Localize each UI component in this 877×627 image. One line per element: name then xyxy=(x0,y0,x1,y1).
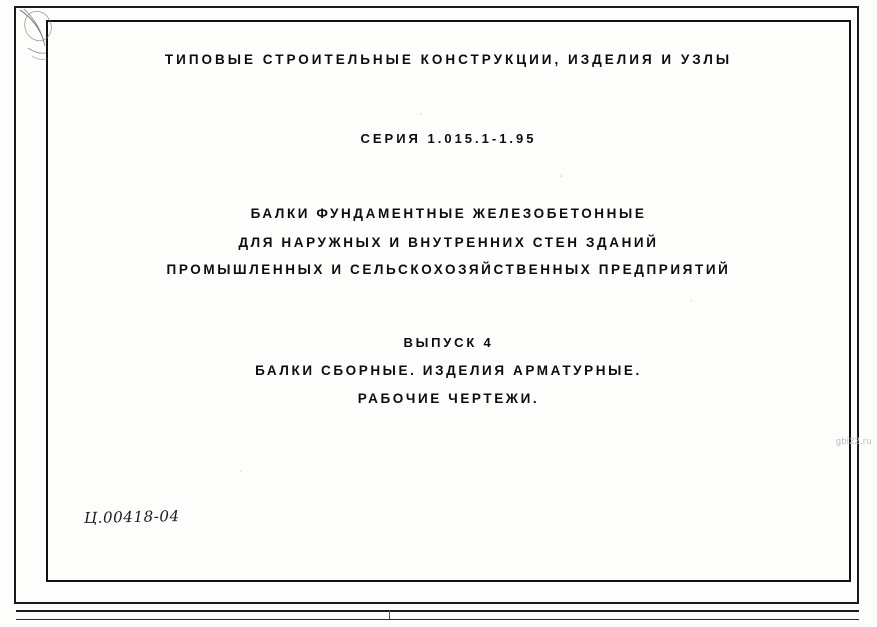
paper-speck xyxy=(240,470,242,472)
drawing-frame-border xyxy=(46,20,851,582)
bottom-rule-upper xyxy=(16,610,859,612)
series-number: СЕРИЯ 1.015.1-1.95 xyxy=(360,131,537,146)
site-watermark: gbi22.ru xyxy=(836,436,872,446)
subject-line-1: БАЛКИ ФУНДАМЕНТНЫЕ ЖЕЛЕЗОБЕТОННЫЕ xyxy=(250,206,647,221)
issue-subject-line-2: РАБОЧИЕ ЧЕРТЕЖИ. xyxy=(357,391,540,406)
subject-line-2: ДЛЯ НАРУЖНЫХ И ВНУТРЕННИХ СТЕН ЗДАНИЙ xyxy=(238,235,659,250)
paper-speck xyxy=(690,300,692,302)
paper-speck xyxy=(560,175,562,177)
bottom-center-tick xyxy=(389,610,390,619)
issue-subject-line-1: БАЛКИ СБОРНЫЕ. ИЗДЕЛИЯ АРМАТУРНЫЕ. xyxy=(255,363,642,378)
issue-number: ВЫПУСК 4 xyxy=(403,335,494,350)
handwritten-archive-code: Ц.00418-04 xyxy=(83,506,180,527)
subject-line-3: ПРОМЫШЛЕННЫХ И СЕЛЬСКОХОЗЯЙСТВЕННЫХ ПРЕДПРИЯТИЙ xyxy=(166,262,731,277)
bottom-rule-lower xyxy=(16,619,859,620)
paper-speck xyxy=(420,113,422,115)
document-title: ТИПОВЫЕ СТРОИТЕЛЬНЫЕ КОНСТРУКЦИИ, ИЗДЕЛИЯ И УЗЛЫ xyxy=(164,52,733,67)
